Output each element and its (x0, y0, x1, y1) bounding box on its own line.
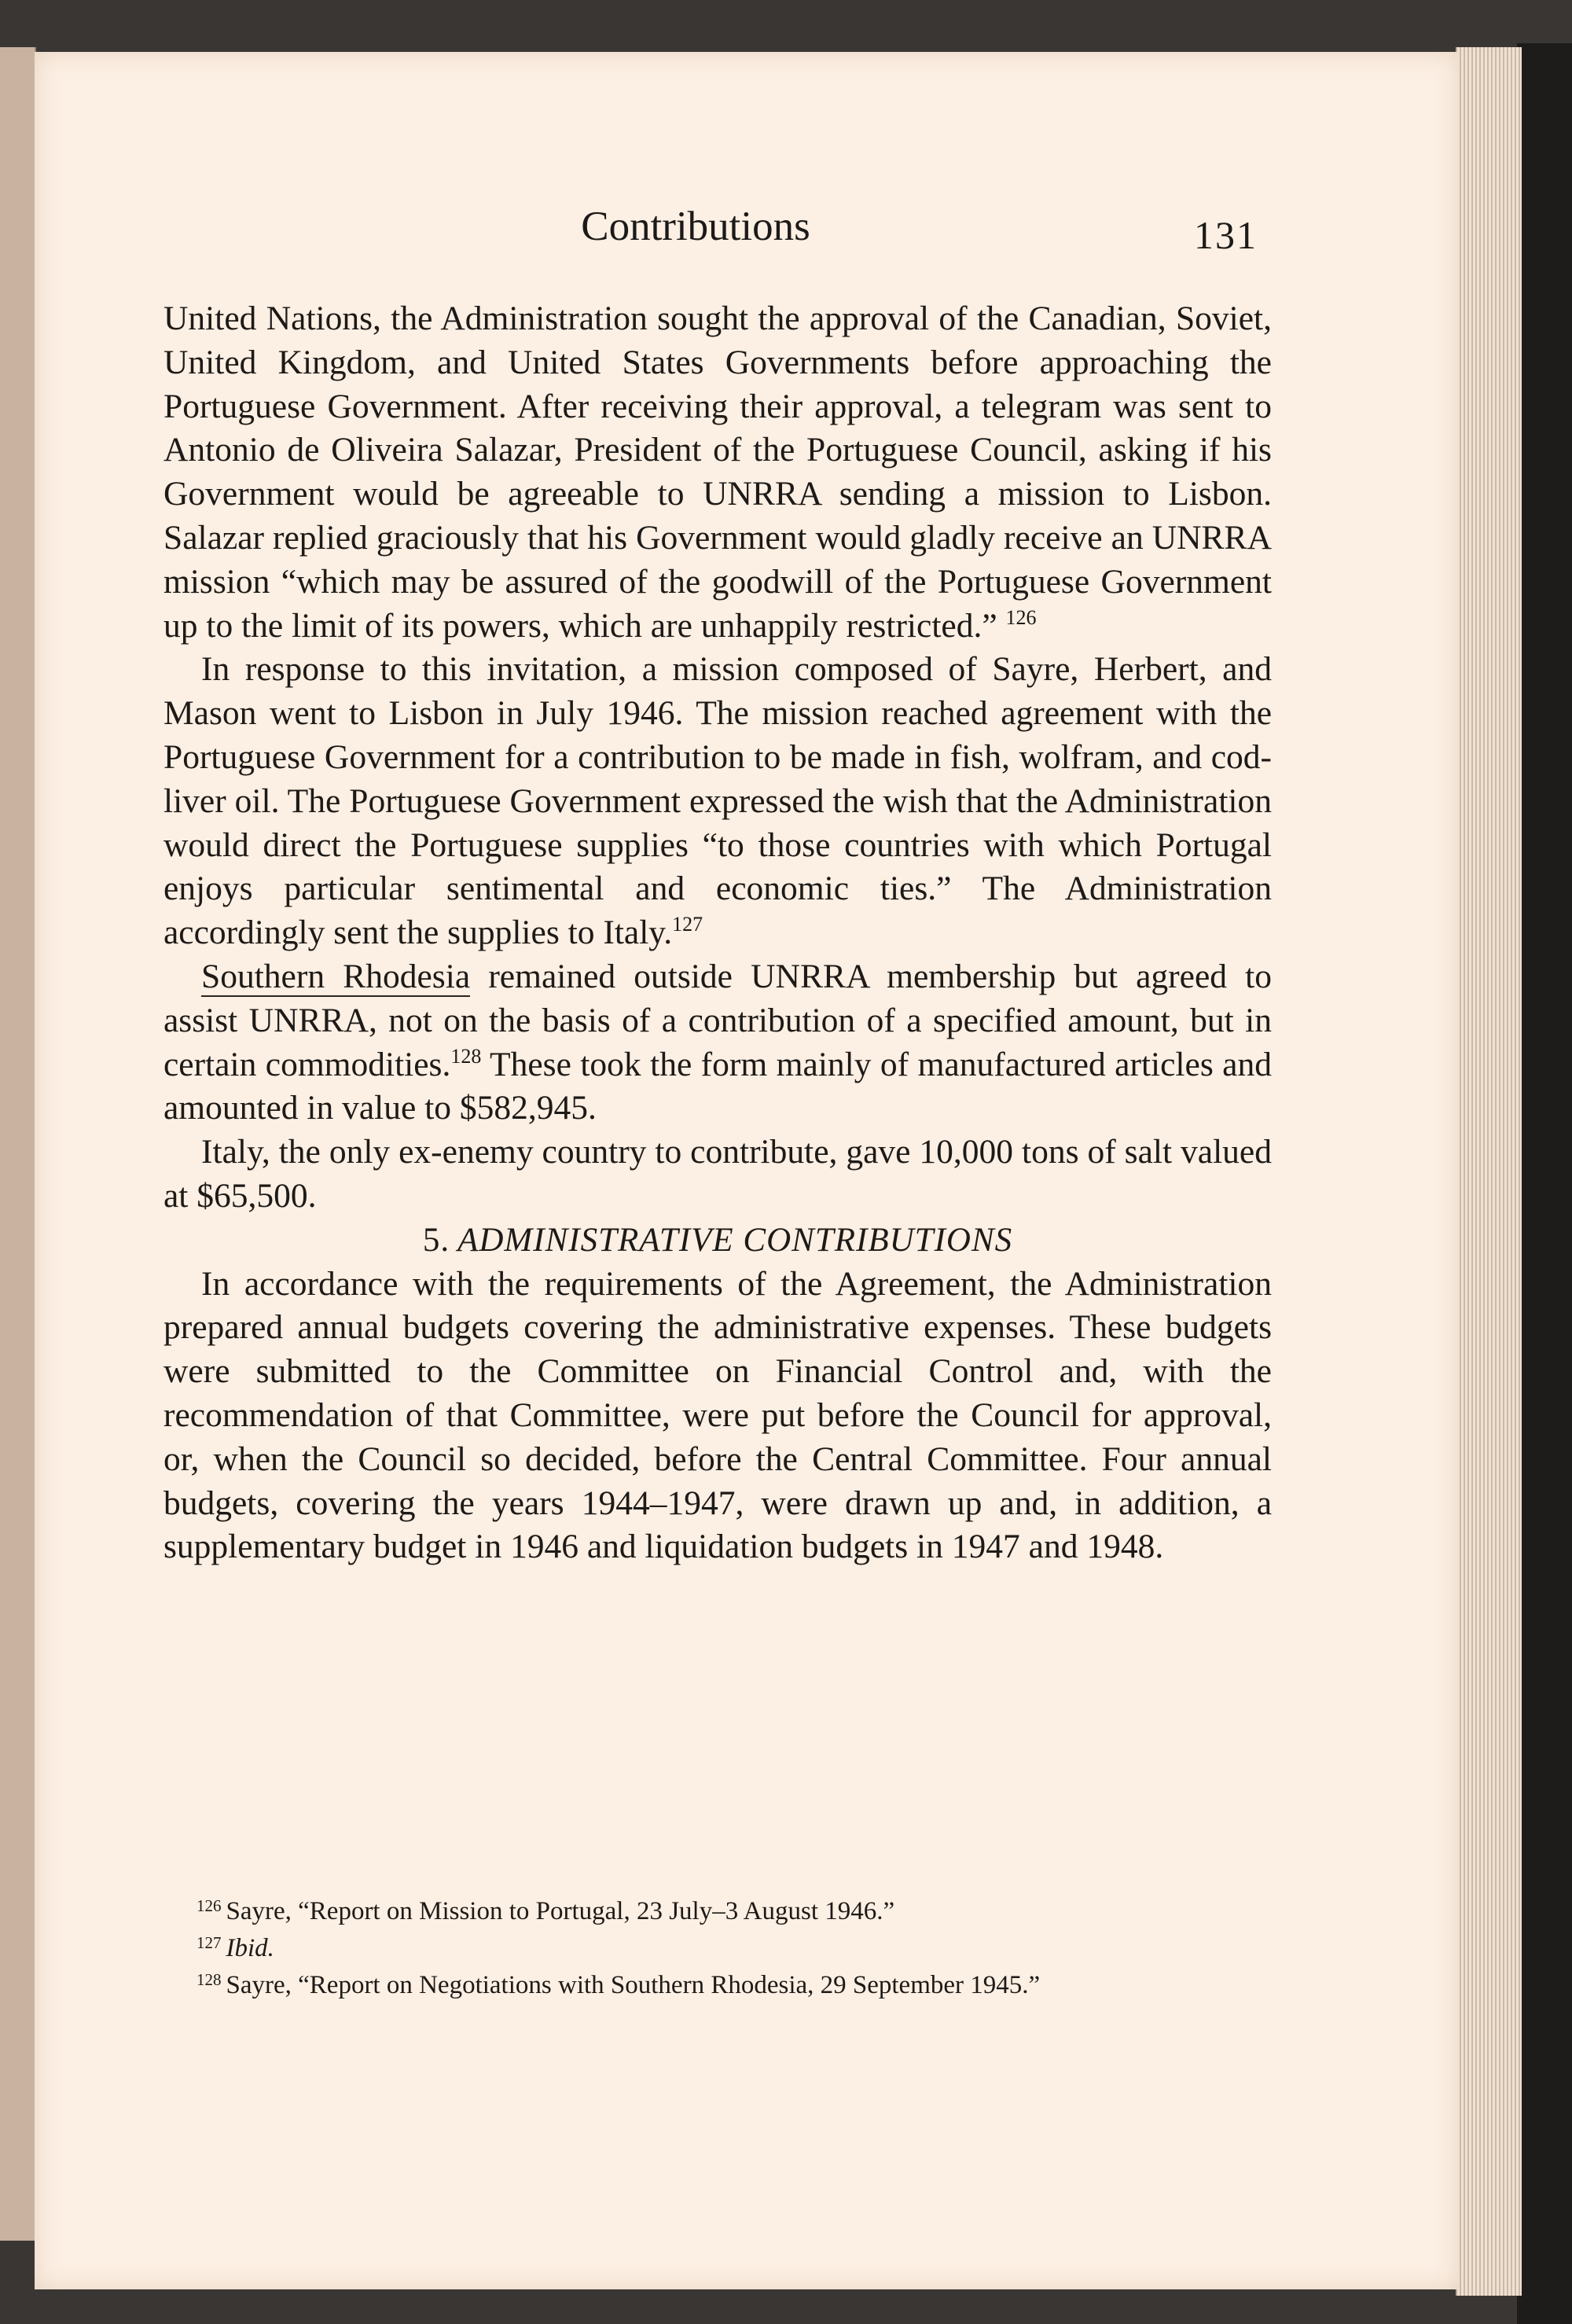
paragraph-text: These took the form mainly of manufactured articles and amounted in value to $582,945. (163, 1045, 1272, 1127)
underlined-lead: Southern Rhodesia (201, 957, 471, 995)
section-heading (163, 1219, 1272, 1263)
paragraph (163, 955, 1272, 1131)
paragraph (163, 648, 1272, 955)
main-text (163, 297, 1272, 1569)
running-header (35, 201, 1459, 264)
paragraph (163, 297, 1272, 648)
footnote-text: Ibid. (226, 1934, 274, 1962)
footnote (196, 1964, 1297, 2001)
footnote-number: 128 (196, 1970, 222, 1989)
footnote (196, 1890, 1297, 1927)
footnote (196, 1927, 1297, 1964)
footnote-number: 127 (196, 1933, 222, 1952)
paragraph-text: In accordance with the requirements of the Agreement, the Administration prepared annual budgets covering the administrative expenses. These budgets were submitted to the Committee on Financial Control and, with the recommendation of that Committee, were put before the Council for approval, or, when the Council so decided, before the Central Committee. Four annual budgets, covering the years 1944–1947, were drawn up and, in addition, a supplementary budget in 1946 and liquidation budgets in 1947 and 1948. (163, 1264, 1272, 1566)
footnote-ref: 126 (1005, 605, 1037, 629)
footnote-ref: 128 (450, 1044, 482, 1068)
footnote-text: Sayre, “Report on Negotiations with Southern Rhodesia, 29 September 1945.” (226, 1971, 1041, 1999)
footnote-text: Sayre, “Report on Mission to Portugal, 23 July–3 August 1946.” (226, 1897, 895, 1925)
paragraph-text: Italy, the only ex-enemy country to contribute, gave 10,000 tons of salt valued at $65,500. (163, 1133, 1272, 1215)
book-page (35, 52, 1459, 2289)
paragraph (163, 1263, 1272, 1570)
paragraph-text: United Nations, the Administration sought the approval of the Canadian, Soviet, United Kingdom, and United States Governments before approaching the Portuguese Government. After receiving their approval, a telegram was sent to Antonio de Oliveira Salazar, President of the Portuguese Council, asking if his Government would be agreeable to UNRRA sending a mission to Lisbon. Salazar replied graciously that his Government would gladly receive an UNRRA mission “which may be assured of the goodwill of the Portuguese Government up to the limit of its powers, which are unhappily restricted.” (163, 300, 1272, 645)
book-spine-shadow (1517, 43, 1572, 2324)
section-number: 5. (422, 1221, 450, 1259)
section-title: ADMINISTRATIVE CONTRIBUTIONS (457, 1221, 1013, 1259)
running-head-title: Contributions (581, 204, 810, 249)
footnote-ref: 127 (672, 913, 703, 936)
paragraph-text: In response to this invitation, a mission composed of Sayre, Herbert, and Mason went to Lisbon in July 1946. The mission reached agreement with the Portuguese Government for a contribution to be made in fish, wolfram, and cod-liver oil. The Portuguese Government expressed the wish that the Administration would direct the Portuguese supplies “to those countries with which Portugal enjoys particular sentimental and economic ties.” The Administration accordingly sent the supplies to Italy. (163, 650, 1272, 952)
footnote-number: 126 (196, 1896, 222, 1915)
paragraph-text: remained outside UNRRA membership but agreed to assist UNRRA, not on the basis of a contribution of a specified amount, but in certain commodities. (163, 957, 1273, 1083)
page-stack-edge (1456, 47, 1522, 2296)
facing-page-edge (0, 47, 36, 2241)
footnotes (196, 1890, 1297, 2001)
page-number: 131 (1194, 213, 1258, 257)
paragraph (163, 1131, 1272, 1219)
